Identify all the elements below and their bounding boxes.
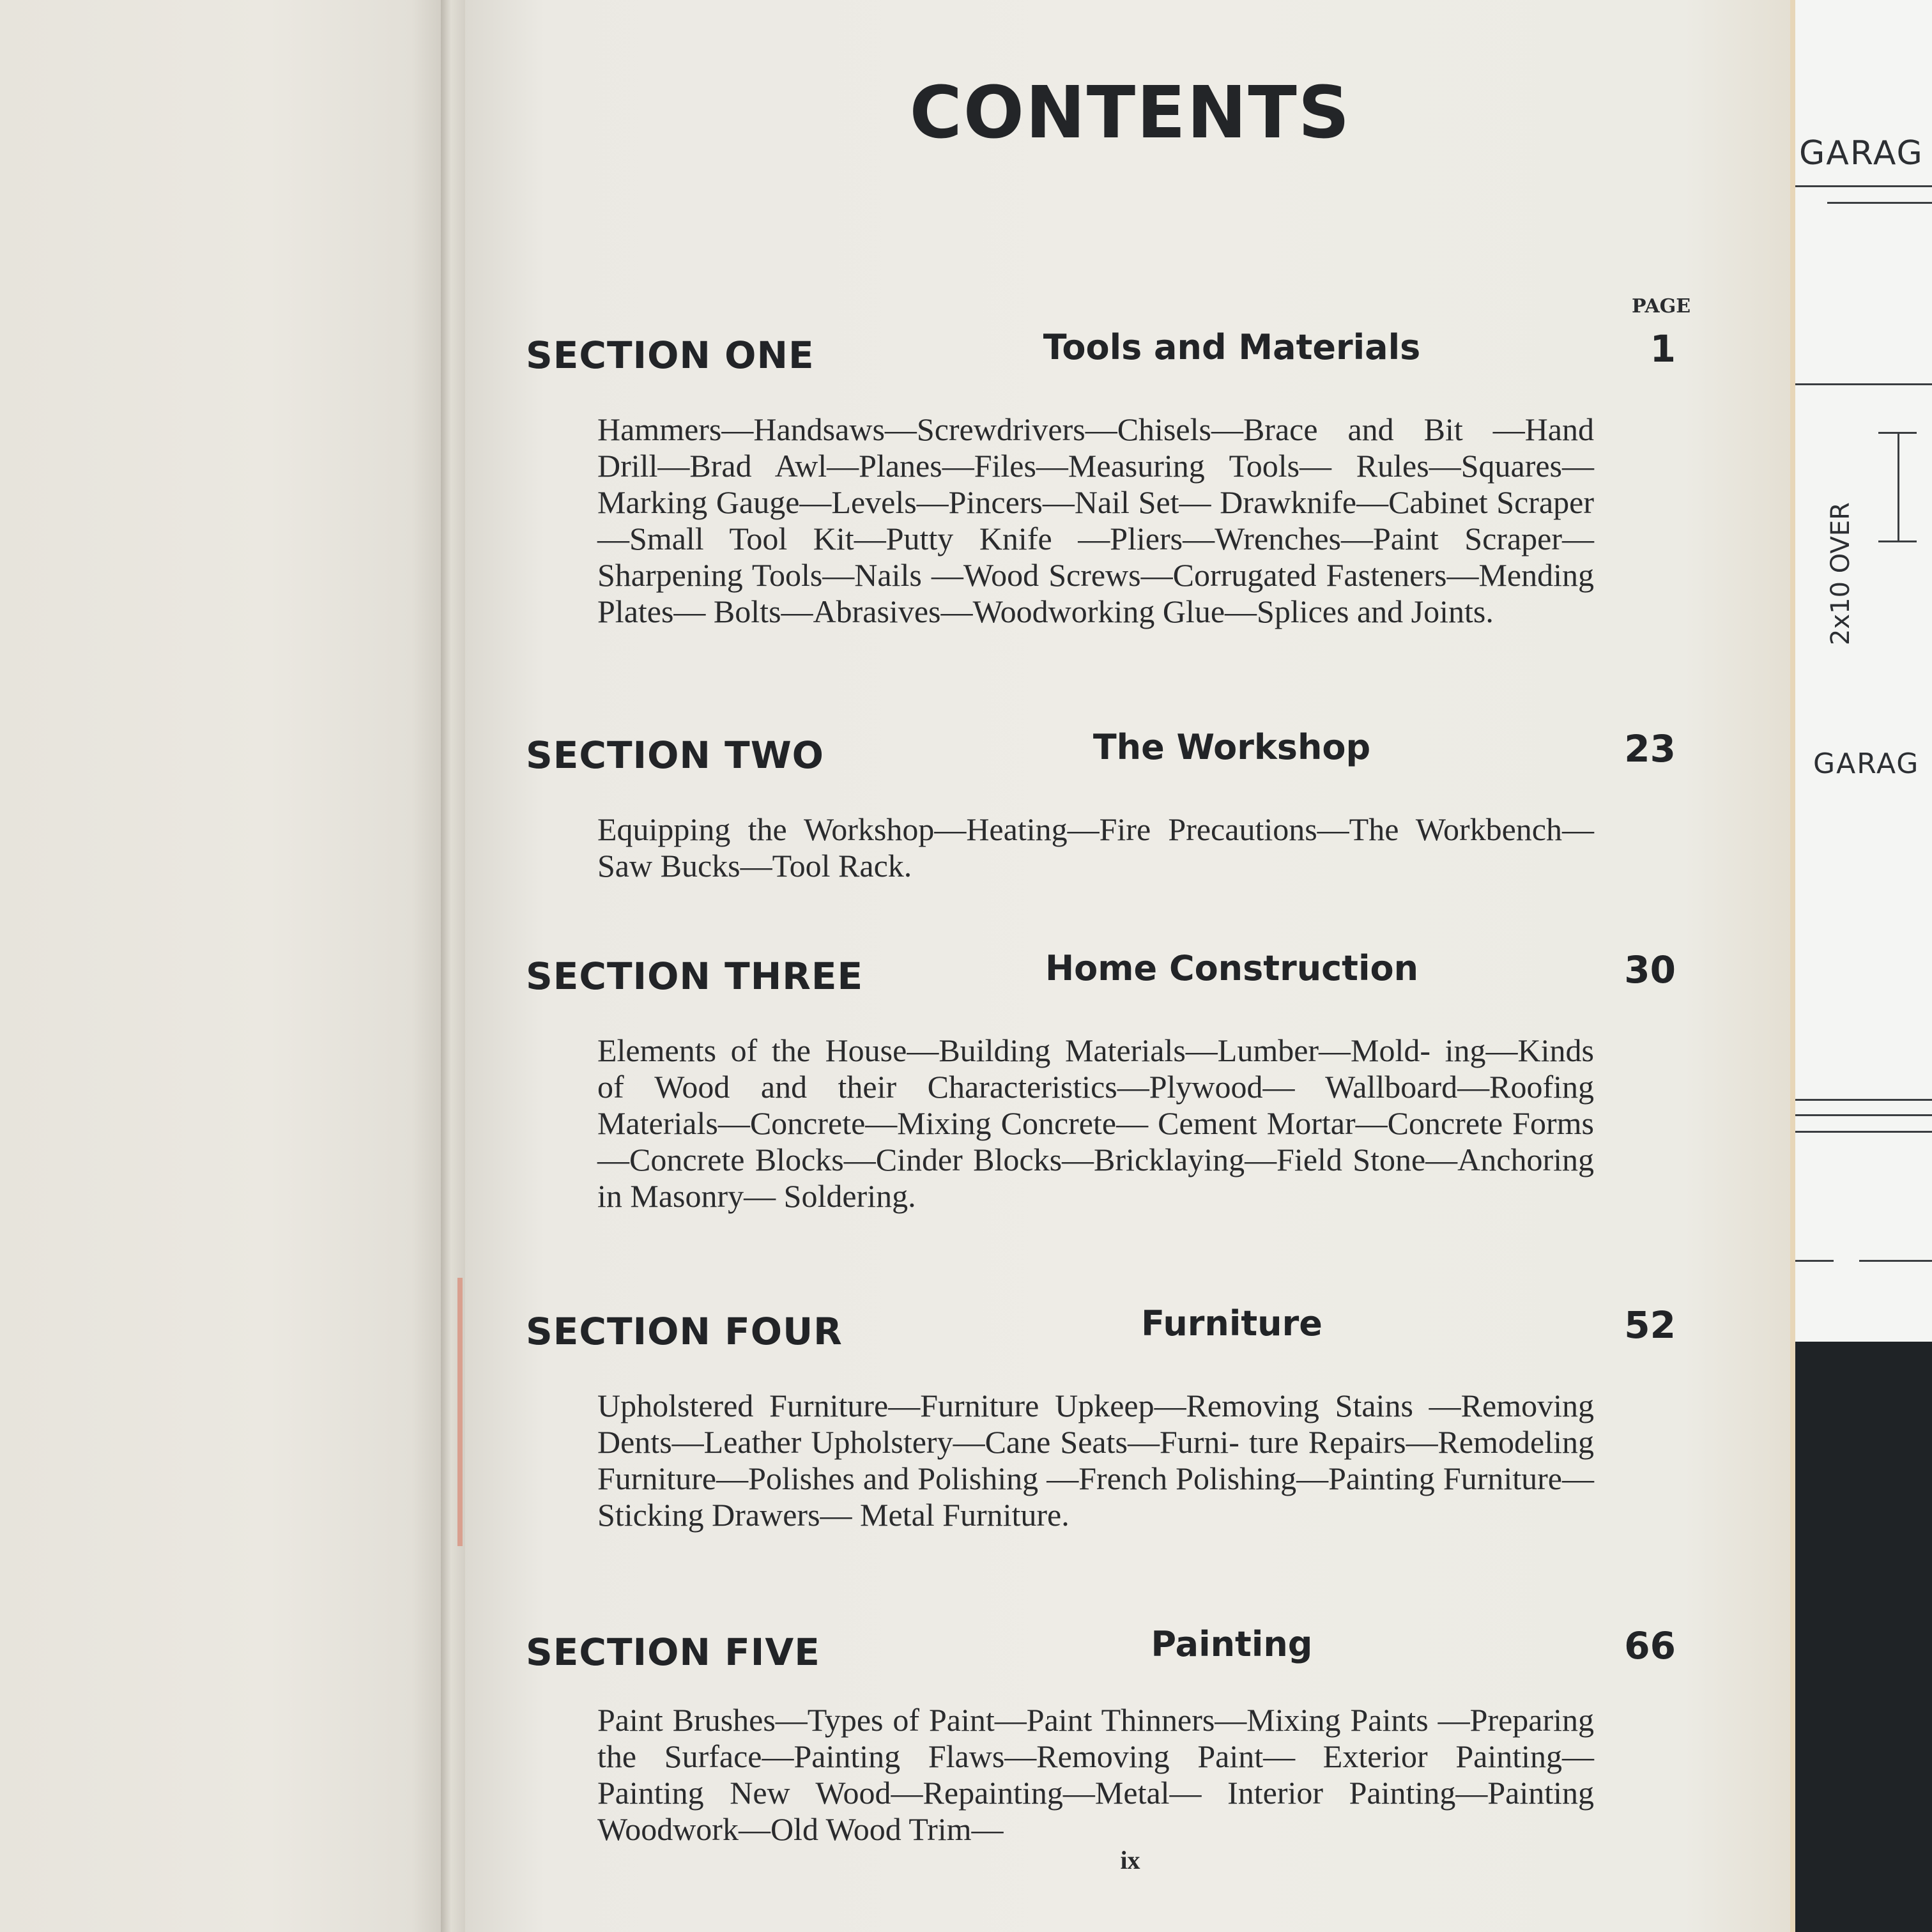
section-title: Painting	[1151, 1624, 1313, 1664]
section-page-number: 52	[1624, 1303, 1676, 1347]
sketch-line	[1897, 432, 1899, 540]
sketch-line	[1789, 1114, 1932, 1116]
section-topics: Hammers—Handsaws—Screwdrivers—Chisels—Brace and Bit —Hand Drill—Brad Awl—Planes—Files—Measuring Tools— Rules—Squares—Marking Gauge—Levels—Pincers—Nail Set— Drawknife—Cabinet Scraper—Small Tool Kit—Putty Knife —Pliers—Wrenches—Paint Scraper—Sharpening Tools—Nails —Wood Screws—Corrugated Fasteners—Mending Plates— Bolts—Abrasives—Woodworking Glue—Splices and Joints.	[597, 411, 1594, 629]
page-title: CONTENTS	[909, 72, 1351, 155]
section-label: SECTION TWO	[526, 733, 824, 777]
section-label: SECTION FIVE	[526, 1630, 820, 1674]
sketch-line	[1789, 185, 1932, 187]
spine-binding-edge	[457, 1278, 463, 1546]
sketch-label-garage-top: GARAG	[1799, 134, 1924, 172]
page-folio: ix	[1120, 1846, 1140, 1874]
sketch-line	[1789, 1260, 1834, 1262]
section-page-number: 66	[1624, 1624, 1676, 1667]
page-column-label: PAGE	[1632, 295, 1691, 318]
section-page-number: 30	[1624, 948, 1676, 992]
left-page-blank	[0, 0, 447, 1932]
section-label: SECTION ONE	[526, 334, 815, 377]
section-title: Home Construction	[1045, 948, 1419, 988]
section-label: SECTION THREE	[526, 954, 864, 998]
book-spine	[441, 0, 466, 1932]
sketch-note-2x10-over: 2x10 OVER	[1826, 502, 1855, 645]
sketch-line	[1789, 1099, 1932, 1101]
sketch-line	[1789, 1131, 1932, 1133]
contents-page	[465, 0, 1795, 1932]
sketch-line	[1859, 1260, 1932, 1262]
section-title: Furniture	[1141, 1303, 1322, 1344]
section-topics: Elements of the House—Building Materials—Lumber—Mold- ing—Kinds of Wood and their Characteristics—Plywood— Wallboard—Roofing Materials—Concrete—Mixing Concrete— Cement Mortar—Concrete Forms—Concrete Blocks—Cinder Blocks—Bricklaying—Field Stone—Anchoring in Masonry— Soldering.	[597, 1032, 1594, 1214]
section-page-number: 23	[1624, 727, 1676, 770]
section-title: Tools and Materials	[1043, 327, 1421, 367]
sketch-line	[1789, 383, 1932, 385]
sketch-line	[1878, 540, 1917, 542]
section-label: SECTION FOUR	[526, 1310, 843, 1353]
sketch-line	[1827, 202, 1932, 204]
sketch-label-garage-bottom: GARAG	[1813, 747, 1920, 780]
section-title: The Workshop	[1092, 727, 1371, 767]
section-page-number: 1	[1650, 327, 1676, 371]
section-topics: Upholstered Furniture—Furniture Upkeep—Removing Stains —Removing Dents—Leather Upholstery—Cane Seats—Furni- ture Repairs—Remodeling Furniture—Polishes and Polishing —French Polishing—Painting Furniture—Sticking Drawers— Metal Furniture.	[597, 1388, 1594, 1533]
section-topics: Equipping the Workshop—Heating—Fire Precautions—The Workbench—Saw Bucks—Tool Rack.	[597, 811, 1594, 884]
background-drawing-sheet	[1776, 0, 1932, 1342]
section-topics: Paint Brushes—Types of Paint—Paint Thinners—Mixing Paints —Preparing the Surface—Painting Flaws—Removing Paint— Exterior Painting—Painting New Wood—Repainting—Metal— Interior Painting—Painting Woodwork—Old Wood Trim—	[597, 1702, 1594, 1847]
